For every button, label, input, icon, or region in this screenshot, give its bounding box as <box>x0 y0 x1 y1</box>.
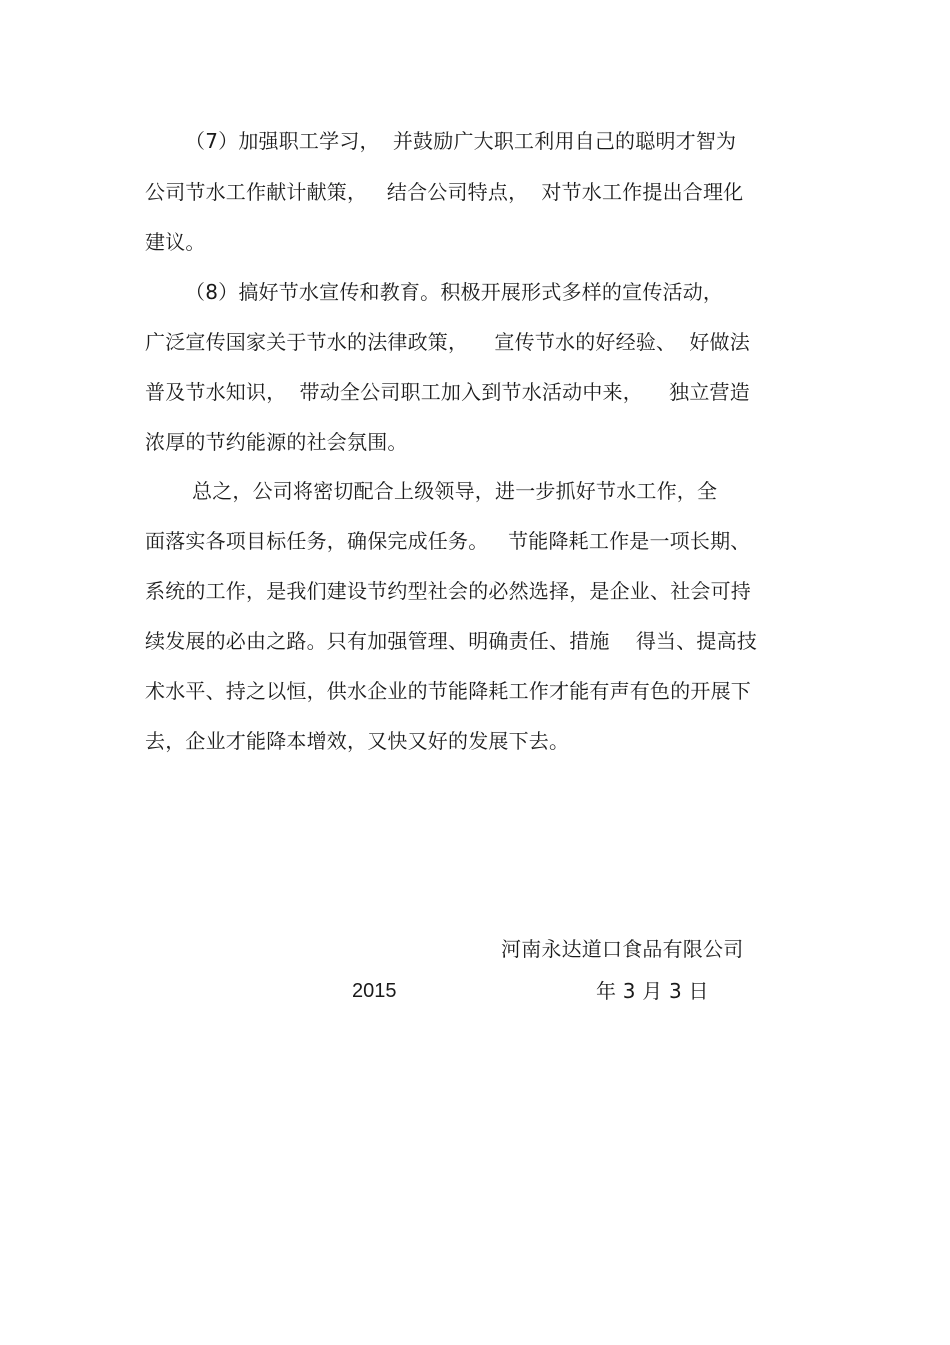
date-month-day: 年 3 月 3 日 <box>596 979 709 1003</box>
paragraph-7-line-3: 建议。 <box>145 230 206 254</box>
paragraph-7-line-1: （7）加强职工学习， 并鼓励广大职工利用自己的聪明才智为 <box>185 129 737 153</box>
paragraph-8-line-4: 浓厚的节约能源的社会氛围。 <box>145 430 408 454</box>
paragraph-8-line-1: （8）搞好节水宣传和教育。积极开展形式多样的宣传活动， <box>185 280 724 304</box>
company-name: 河南永达道口食品有限公司 <box>501 937 744 961</box>
date-year: 2015 <box>352 980 397 1002</box>
paragraph-8-line-2: 广泛宣传国家关于节水的法律政策， 宣传节水的好经验、 好做法 <box>145 330 750 354</box>
paragraph-7-line-2: 公司节水工作献计献策， 结合公司特点， 对节水工作提出合理化 <box>145 180 744 204</box>
conclusion-line-4: 续发展的必由之路。只有加强管理、明确责任、措施 得当、提高技 <box>145 629 758 653</box>
conclusion-line-2: 面落实各项目标任务，确保完成任务。 节能降耗工作是一项长期、 <box>145 529 751 553</box>
conclusion-line-5: 术水平、持之以恒，供水企业的节能降耗工作才能有声有色的开展下 <box>145 679 751 703</box>
conclusion-line-3: 系统的工作，是我们建设节约型社会的必然选择，是企业、社会可持 <box>145 579 751 603</box>
paragraph-8-line-3: 普及节水知识， 带动全公司职工加入到节水活动中来， 独立营造 <box>145 380 750 404</box>
conclusion-line-6: 去，企业才能降本增效，又快又好的发展下去。 <box>145 729 570 753</box>
conclusion-line-1: 总之，公司将密切配合上级领导，进一步抓好节水工作，全 <box>192 479 718 503</box>
